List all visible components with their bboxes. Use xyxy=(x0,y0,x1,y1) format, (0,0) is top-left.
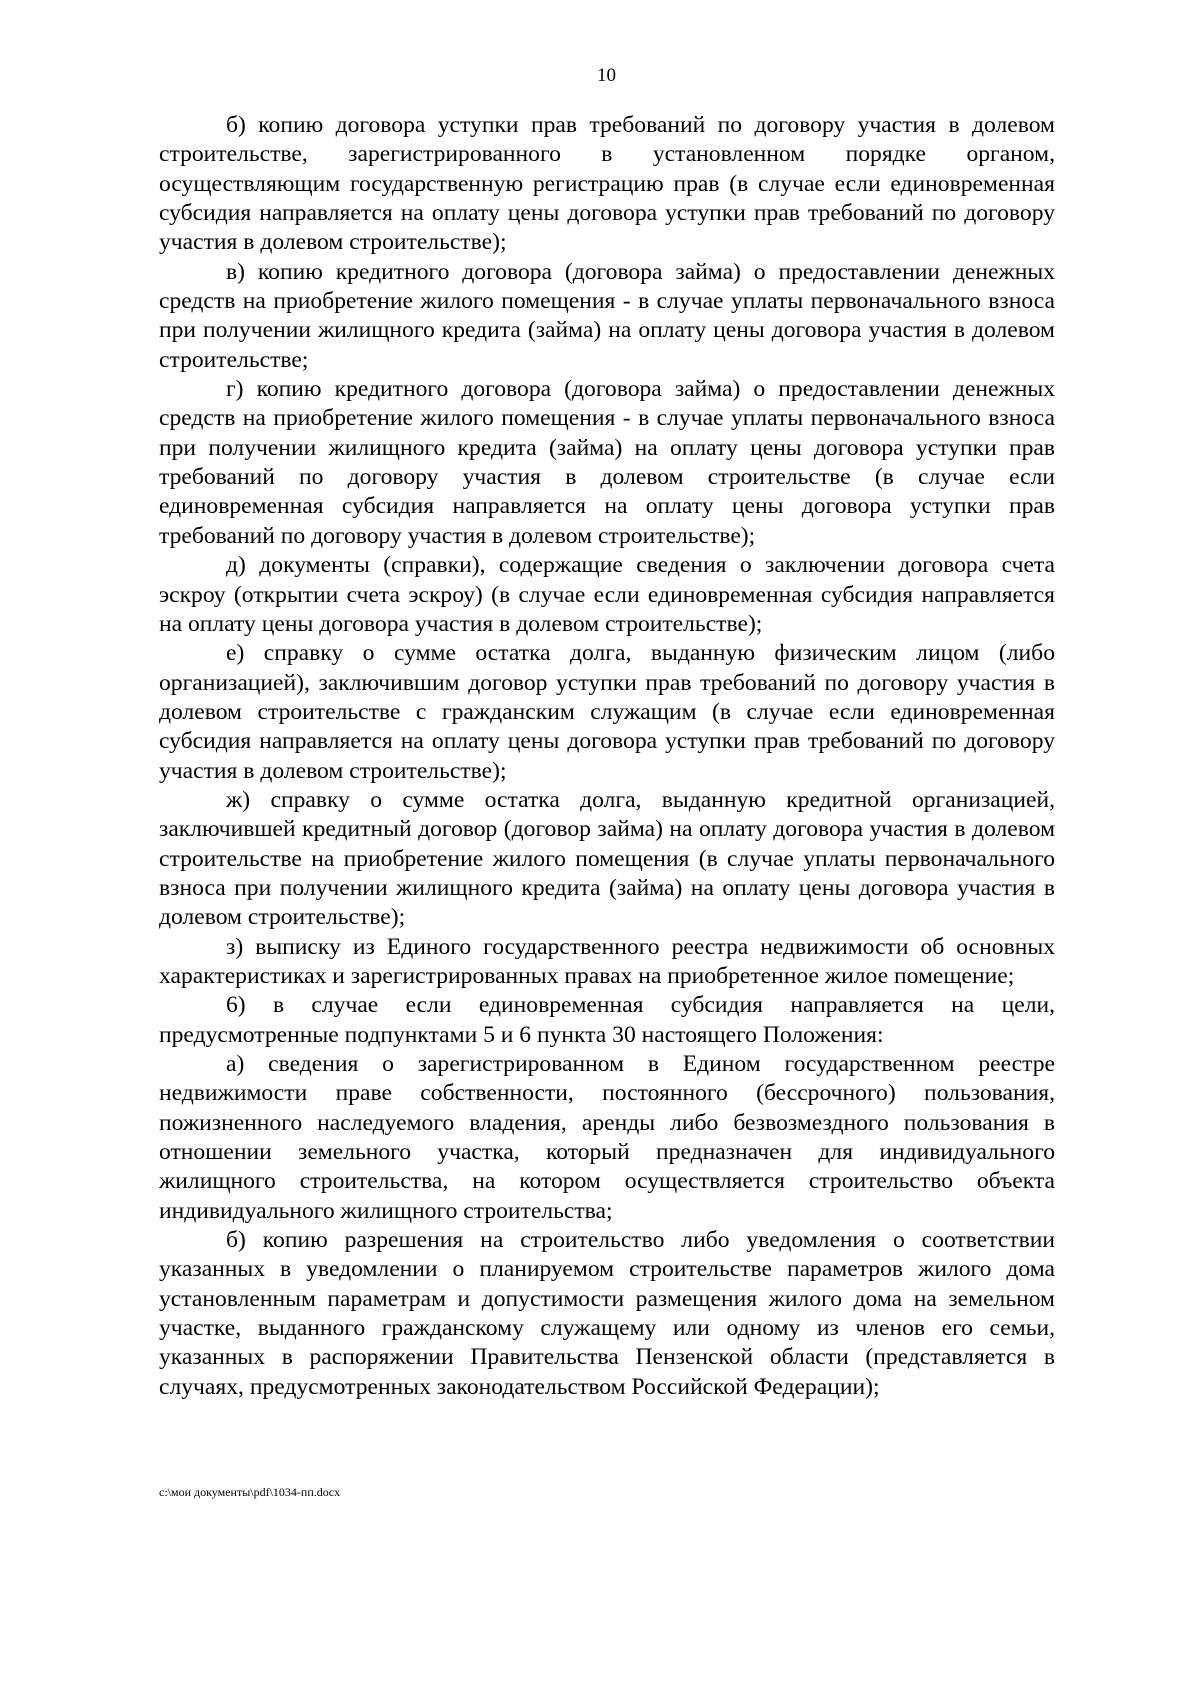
page-number: 10 xyxy=(597,65,616,86)
paragraph-b-escrow-assignment-copy: б) копию договора уступки прав требований по договору участия в долевом строительстве, зарегистрированного в установленном порядке органом, осуществляющим государственную регистрацию прав (в случае если единовременная субсидия направляется на оплату цены договора уступки прав требований по договору участия в долевом строительстве); xyxy=(159,112,1055,256)
paragraph-v-credit-agreement-copy: в) копию кредитного договора (договора займа) о предоставлении денежных средств на приобретение жилого помещения - в случае уплаты первоначального взноса при получении жилищного кредита (займа) на оплату цены договора участия в долевом строительстве; xyxy=(159,258,1055,373)
paragraph-e-debt-balance-certificate: е) справку о сумме остатка долга, выданную физическим лицом (либо организацией), заключившим договор уступки прав требований по договору участия в долевом строительстве с гражданским служащим (в случае если единовременная субсидия направляется на оплату цены договора уступки прав требований по договору участия в долевом строительстве); xyxy=(159,640,1055,784)
paragraph-b-construction-permit-copy: б) копию разрешения на строительство либо уведомления о соответствии указанных в уведомлении о планируемом строительстве параметров жилого дома установленным параметрам и допустимости размещения жилого дома на земельном участке, выданного гражданскому служащему или одному из членов его семьи, указанных в распоряжении Правительства Пензенской области (представляется в случаях, предусмотренных законодательством Российской Федерации); xyxy=(159,1227,1055,1400)
paragraph-z-registry-extract: з) выписку из Единого государственного реестра недвижимости об основных характеристиках и зарегистрированных правах на приобретенное жилое помещение; xyxy=(159,933,1055,989)
paragraph-6-construction-purposes: 6) в случае если единовременная субсидия направляется на цели, предусмотренные подпунктами 5 и 6 пункта 30 настоящего Положения: xyxy=(159,992,1055,1048)
paragraph-a-land-rights-info: а) сведения о зарегистрированном в Едином государственном реестре недвижимости праве собственности, постоянного (бессрочного) пользования, пожизненного наследуемого владения, аренды либо безвозмездного пользования в отношении земельного участка, который предназначен для индивидуального жилищного строительства, на котором осуществляется строительство объекта индивидуального жилищного строительства; xyxy=(159,1051,1055,1224)
footer-file-path: c:\мои документы\pdf\1034-пп.docx xyxy=(159,1485,341,1499)
paragraph-g-credit-agreement-assignment-copy: г) копию кредитного договора (договора займа) о предоставлении денежных средств на приобретение жилого помещения - в случае уплаты первоначального взноса при получении жилищного кредита (займа) на оплату цены договора уступки прав требований по договору участия в долевом строительстве (в случае если единовременная субсидия направляется на оплату цены договора уступки прав требований по договору участия в долевом строительстве); xyxy=(159,376,1055,549)
paragraph-zh-bank-debt-certificate: ж) справку о сумме остатка долга, выданную кредитной организацией, заключившей кредитный договор (договор займа) на оплату договора участия в долевом строительстве на приобретение жилого помещения (в случае уплаты первоначального взноса при получении жилищного кредита (займа) на оплату цены договора участия в долевом строительстве); xyxy=(159,786,1055,931)
paragraph-d-escrow-documents: д) документы (справки), содержащие сведения о заключении договора счета эскроу (открытии счета эскроу) (в случае если единовременная субсидия направляется на оплату цены договора участия в долевом строительстве); xyxy=(159,552,1055,637)
document-body xyxy=(159,111,1055,1402)
